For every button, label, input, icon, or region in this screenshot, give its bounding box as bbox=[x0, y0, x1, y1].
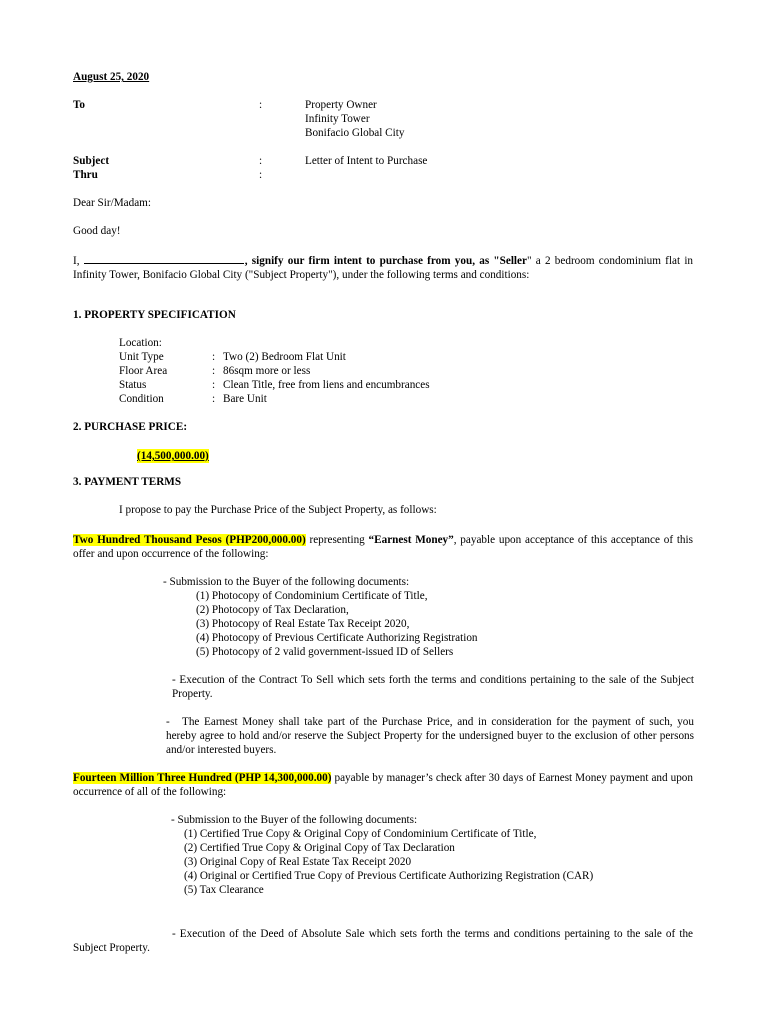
spec-label: Status bbox=[119, 379, 147, 391]
earnest-money-term: “Earnest Money” bbox=[368, 534, 454, 546]
earnest-note-dash: - bbox=[166, 716, 170, 728]
greeting: Good day! bbox=[73, 225, 121, 237]
spec-colon: : bbox=[212, 393, 216, 405]
to-label: To bbox=[73, 99, 86, 111]
spec-label: Unit Type bbox=[119, 351, 164, 363]
document-item: (1) Certified True Copy & Original Copy of Condominium Certificate of Title, bbox=[184, 828, 537, 840]
spec-label: Floor Area bbox=[119, 365, 168, 377]
recipient-line: Bonifacio Global City bbox=[305, 127, 405, 139]
spec-value: 86sqm more or less bbox=[223, 365, 311, 377]
subject-value: Letter of Intent to Purchase bbox=[305, 155, 428, 167]
recipient-line: Property Owner bbox=[305, 99, 377, 111]
earnest-rest: , payable upon acceptance of this acceptance of this offer and upon occurrence of the following: bbox=[73, 534, 693, 560]
to-colon: : bbox=[259, 99, 263, 111]
spec-value: Clean Title, free from liens and encumbrances bbox=[223, 379, 430, 391]
intro-prefix: I, bbox=[73, 255, 80, 267]
document-item: (4) Original or Certified True Copy of Previous Certificate Authorizing Registration (CAR) bbox=[184, 870, 594, 882]
document-item: (3) Original Copy of Real Estate Tax Receipt 2020 bbox=[184, 856, 412, 868]
earnest-note: The Earnest Money shall take part of the Purchase Price, and in consideration for the payment of such, you hereby agree to hold and/or reserve the Subject Property for the undersigned buyer to the exclusion of other persons and/or interested buyers. bbox=[166, 716, 694, 756]
balance-amount: Fourteen Million Three Hundred (PHP 14,300,000.00) bbox=[73, 772, 332, 784]
salutation: Dear Sir/Madam: bbox=[73, 197, 151, 209]
earnest-amount: Two Hundred Thousand Pesos (PHP200,000.00) bbox=[73, 534, 306, 546]
recipient-line: Infinity Tower bbox=[305, 113, 370, 125]
document-item: (5) Photocopy of 2 valid government-issued ID of Sellers bbox=[196, 646, 454, 658]
balance-rest: payable by manager’s check after 30 days of Earnest Money payment and upon occurrence of all of the following: bbox=[73, 772, 693, 798]
buyer-name-blank bbox=[84, 252, 244, 264]
subject-label: Subject bbox=[73, 155, 110, 167]
balance-paragraph bbox=[73, 771, 693, 799]
intro-after-blank: , signify our firm intent to purchase from you, as " bbox=[244, 255, 500, 267]
thru-colon: : bbox=[259, 169, 263, 181]
document-item: (5) Tax Clearance bbox=[184, 884, 264, 896]
earnest-mid: representing bbox=[305, 534, 369, 546]
document-item: (2) Photocopy of Tax Declaration, bbox=[196, 604, 349, 616]
location-label: Location: bbox=[119, 337, 162, 349]
section1-title: 1. PROPERTY SPECIFICATION bbox=[73, 309, 236, 321]
section2-title: 2. PURCHASE PRICE: bbox=[73, 421, 188, 433]
contract-to-sell-item: - Execution of the Contract To Sell which sets forth the terms and conditions pertaining to the sale of the Subject Property. bbox=[172, 674, 694, 700]
spec-value: Two (2) Bedroom Flat Unit bbox=[223, 351, 346, 363]
earnest-paragraph bbox=[73, 533, 693, 561]
earnest-docs-heading: - Submission to the Buyer of the following documents: bbox=[163, 576, 410, 588]
document-item: (3) Photocopy of Real Estate Tax Receipt 2020, bbox=[196, 618, 410, 630]
spec-label: Condition bbox=[119, 393, 164, 405]
document-item: (1) Photocopy of Condominium Certificate of Title, bbox=[196, 590, 428, 602]
document-item: (4) Photocopy of Previous Certificate Authorizing Registration bbox=[196, 632, 478, 644]
balance-docs-heading: - Submission to the Buyer of the following documents: bbox=[171, 814, 418, 826]
spec-colon: : bbox=[212, 365, 216, 377]
seller-term: Seller bbox=[499, 255, 527, 267]
payment-intro: I propose to pay the Purchase Price of the Subject Property, as follows: bbox=[119, 504, 437, 516]
spec-value: Bare Unit bbox=[223, 393, 267, 405]
thru-label: Thru bbox=[73, 169, 98, 181]
spec-colon: : bbox=[212, 379, 216, 391]
spec-colon: : bbox=[212, 351, 216, 363]
document-item: (2) Certified True Copy & Original Copy of Tax Declaration bbox=[184, 842, 455, 854]
subject-colon: : bbox=[259, 155, 263, 167]
section3-title: 3. PAYMENT TERMS bbox=[73, 476, 182, 488]
deed-of-sale-item: - Execution of the Deed of Absolute Sale which sets forth the terms and conditions pertaining to the sale of the Subject Property. bbox=[73, 928, 693, 954]
letter-date: August 25, 2020 bbox=[73, 71, 150, 83]
intro-paragraph bbox=[73, 252, 693, 282]
purchase-price: (14,500,000.00) bbox=[137, 450, 209, 462]
intro-rest: " a 2 bedroom condominium flat in Infinity Tower, Bonifacio Global City ("Subject Property"), under the following terms and conditions: bbox=[73, 255, 694, 281]
